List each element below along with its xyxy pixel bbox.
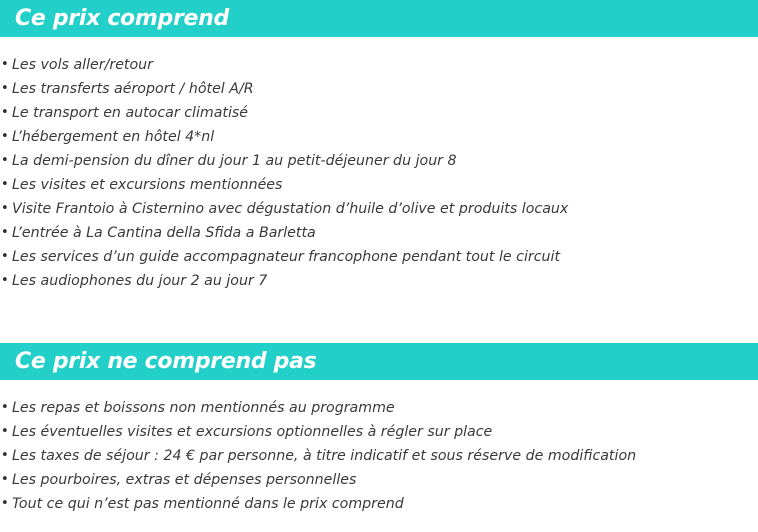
included-item-text: Le transport en autocar climatisé — [12, 105, 249, 121]
included-item — [0, 245, 568, 269]
included-item — [0, 77, 568, 101]
bullet-icon: • — [1, 129, 9, 144]
excluded-item-text: Les taxes de séjour : 24 € par personne, à titre indicatif et sous réserve de modification — [12, 448, 637, 464]
included-item-text: Les vols aller/retour — [12, 57, 154, 73]
included-item-text: Les audiophones du jour 2 au jour 7 — [12, 273, 268, 289]
excluded-title: Ce prix ne comprend pas — [15, 349, 317, 374]
included-item — [0, 53, 568, 77]
bullet-icon: • — [1, 249, 9, 264]
included-item-text: La demi-pension du dîner du jour 1 au petit-déjeuner du jour 8 — [12, 153, 457, 169]
included-title: Ce prix comprend — [15, 6, 229, 31]
bullet-icon: • — [1, 424, 9, 439]
bullet-icon: • — [1, 105, 9, 120]
included-item-text: Les transferts aéroport / hôtel A/R — [12, 81, 254, 97]
excluded-list — [0, 396, 636, 516]
bullet-icon: • — [1, 400, 9, 415]
excluded-item — [0, 444, 636, 468]
bullet-icon: • — [1, 81, 9, 96]
bullet-icon: • — [1, 496, 9, 511]
included-list — [0, 53, 568, 293]
included-item-text: Les services d’un guide accompagnateur francophone pendant tout le circuit — [12, 249, 561, 265]
included-item — [0, 197, 568, 221]
bullet-icon: • — [1, 153, 9, 168]
excluded-item-text: Les pourboires, extras et dépenses personnelles — [12, 472, 357, 488]
included-item-text: L’hébergement en hôtel 4*nl — [12, 129, 215, 145]
excluded-item — [0, 420, 636, 444]
included-item — [0, 101, 568, 125]
bullet-icon: • — [1, 201, 9, 216]
included-item — [0, 221, 568, 245]
included-item — [0, 173, 568, 197]
included-item-text: L’entrée à La Cantina della Sfida a Barletta — [12, 225, 316, 241]
bullet-icon: • — [1, 273, 9, 288]
included-item — [0, 269, 568, 293]
bullet-icon: • — [1, 472, 9, 487]
bullet-icon: • — [1, 57, 9, 72]
included-item — [0, 125, 568, 149]
excluded-item — [0, 468, 636, 492]
included-item — [0, 149, 568, 173]
excluded-item-text: Les éventuelles visites et excursions optionnelles à régler sur place — [12, 424, 493, 440]
bullet-icon: • — [1, 177, 9, 192]
excluded-item-text: Tout ce qui n’est pas mentionné dans le prix comprend — [12, 496, 404, 512]
excluded-item — [0, 492, 636, 516]
excluded-item — [0, 396, 636, 420]
excluded-item-text: Les repas et boissons non mentionnés au programme — [12, 400, 395, 416]
bullet-icon: • — [1, 225, 9, 240]
included-header — [0, 0, 758, 37]
excluded-header — [0, 343, 758, 380]
bullet-icon: • — [1, 448, 9, 463]
included-item-text: Visite Frantoio à Cisternino avec dégustation d’huile d’olive et produits locaux — [12, 201, 569, 217]
included-item-text: Les visites et excursions mentionnées — [12, 177, 283, 193]
